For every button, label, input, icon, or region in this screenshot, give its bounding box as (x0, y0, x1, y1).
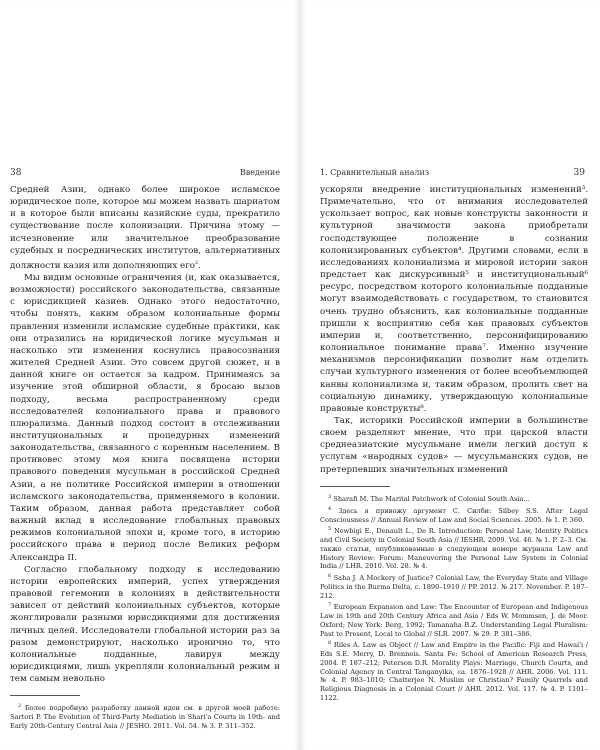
left-text-column (10, 184, 280, 732)
right-page-number: 39 (573, 168, 585, 178)
footnote: $^3$ Sharafi M. The Marital Patchwork of Colonial South Asia… (328, 493, 530, 503)
left-footnotes (10, 702, 280, 730)
footnote: $^8$ Riles A. Law as Object // Law and Empire in the Pacific: Fiji and Hawai'i / Eds S.E. Merry, D. Brenneis. Santa Fe: School of American Research Press, 2004. P. 187–212; Peterson D.R. Morality Plays: Marriage, Church Courts, and Colonial Agency in Central Tanganyika, ca. 1876–1928 // AHR. 2006. Vol. 111. № 4. P. 983–1010; Chatterjee N. Muslim or Christian? Family Quarrels and Religious Diagnosis in a Colonial Court // AHR. 2012. Vol. 117. № 4. P. 1101–1122. (320, 640, 588, 702)
footnote: $^6$ Saha J. A Mockery of Justice? Colonial Law, the Everyday State and Village Politics in the Burma Delta, c. 1890–1910 // PP. 2012. № 217. November. P. 187–212. (320, 572, 588, 600)
left-paragraph: Согласно глобальному подходу к исследованию истории европейских империй, успех утверждения правовой гегемонии в колониях в действительности зависел от действий колониальных субъектов, которые жонглировали разными юрисдикциями для достижения личных целей. Исследователи глобальной истории раз за разом демонстрируют, насколько иронично то, что колониальные подданные, лавируя между юрисдикциями, лишь укрепляли колониальный режим и тем самым невольно (10, 564, 280, 685)
footnote-divider (320, 486, 390, 487)
left-running-header (10, 168, 280, 178)
footnote-divider (10, 695, 80, 696)
right-running-head: 1. Сравнительный анализ (320, 168, 430, 177)
footnote: $^7$ European Expansion and Law: The Encounter of European and Indigenous Law in 19th and 20th Century Africa and Asia / Eds W. Mommsen, J. de Moor. Oxford; New York: Berg, 1992; Tamanaha B.Z. Understanding Legal Pluralism: Past to Present, Local to Global // SLR. 2007. № 29. P. 381–386. (320, 602, 588, 638)
footnote: $^2$ Более подробную разработку данной идеи см. в другой моей работе: Sartori P. The Evolution of Third-Party Mediation in Shari'a Courts in 19th- and Early 20th-Century Central Asia // JESHO. 2011. Vol. 54. № 3. P. 311–352. (10, 703, 280, 730)
left-paragraph: Мы видим основные ограничения (и, как оказывается, возможности) российского законодательства, связанные с юрисдикцией казиев. Однако этого недостаточно, чтобы понять, каким образом колониальные формы правления изменили исламские судебные практики, как они отразились на юридической логике мусульман и насколько эти изменения коснулись правосознания жителей Средней Азии. Это совсем другой сюжет, и в данной книге он остается за кадром. Принимаясь за изучение этой обширной области, я бросаю вызов подходу, весьма распространенному среди исследователей колониального права и правового плюрализма. Данный подход состоит в отслеживании институциональных и процедурных изменений законодательства, связанного с коренным населением. В противовес этому моя книга посвящена истории правового поведения мусульман в российской Средней Азии, а не политике Российской империи в отношении исламского законодательства, применяемого в колонии. Таким образом, данная работа представляет собой важный вклад в исследование глобальных правовых режимов колониальной эпохи и, кроме того, в историю российского права в период после Великих реформ Александра II. (10, 272, 280, 563)
left-page-number: 38 (10, 168, 22, 178)
right-text-column (320, 184, 588, 703)
left-paragraph: Средней Азии, однако более широкое исламское юридическое поле, которое мы можем назвать шариатом и в которое были вписаны казийские суды, прекратило существование после колонизации. Причина этому — исчезновение или значительное преобразование судебных и посреднических институтов, альтернативных должности казия или дополняющих его$^2$. (10, 185, 280, 271)
footnote: $^5$ Newbigi E., Denault L., De R. Introduction: Personal Law, Identity Politics and Civil Society in Colonial South Asia // IESHR. 2009. Vol. 46. № 1. P. 2–3. См. также статьи, опубликованные в следующем номере журнала Law and History Review: Forum: Maneuvering the Personal Law System in Colonial India // LHR. 2010. Vol. 28. № 4. (320, 526, 588, 571)
right-page (300, 0, 600, 750)
right-paragraph: ускоряли внедрение институциональных изменений³. Примечательно, что от внимания исследователей ускользает вопрос, как новые конструкты законности и культурной значимости закона приобретали господствующее положение в сознании колонизированных субъектов⁴. Другими словами, если в исследованиях колониализма и мировой истории закон предстает как дискурсивный⁵ и институциональный⁶ ресурс, посредством которого колониальные подданные могут взаимодействовать с государством, то становится очень трудно объяснить, как колониальные подданные пришли к восприятию себя как правовых субъектов империи и, соответственно, персонифицированию колониальное понимание права⁷. Именно изучение механизмов персонификации позволит нам отделить случаи культурного изменения от более всеобъемлющей канвы колониализма и, таким образом, пролить свет на социальную динамику, утверждающую колониальные правовые конструкты⁸. (320, 185, 588, 414)
right-running-header (320, 168, 585, 178)
right-paragraph: Так, историки Российской империи в большинстве своем разделяют мнение, что при царской власти среднеазиатские мусульмане имели легкий доступ к услугам «народных судов» — мусульманских судов, не претерпевших значительных изменений (320, 415, 588, 475)
footnote: $^4$ Здесь я привожу аргумент С. Силби: Silbey S.S. After Legal Consciousness // Annual Review of Law and Social Sciences. 2005. № 1. P. 360. (320, 505, 588, 524)
left-running-head: Введение (239, 168, 280, 177)
right-footnotes (320, 493, 588, 703)
